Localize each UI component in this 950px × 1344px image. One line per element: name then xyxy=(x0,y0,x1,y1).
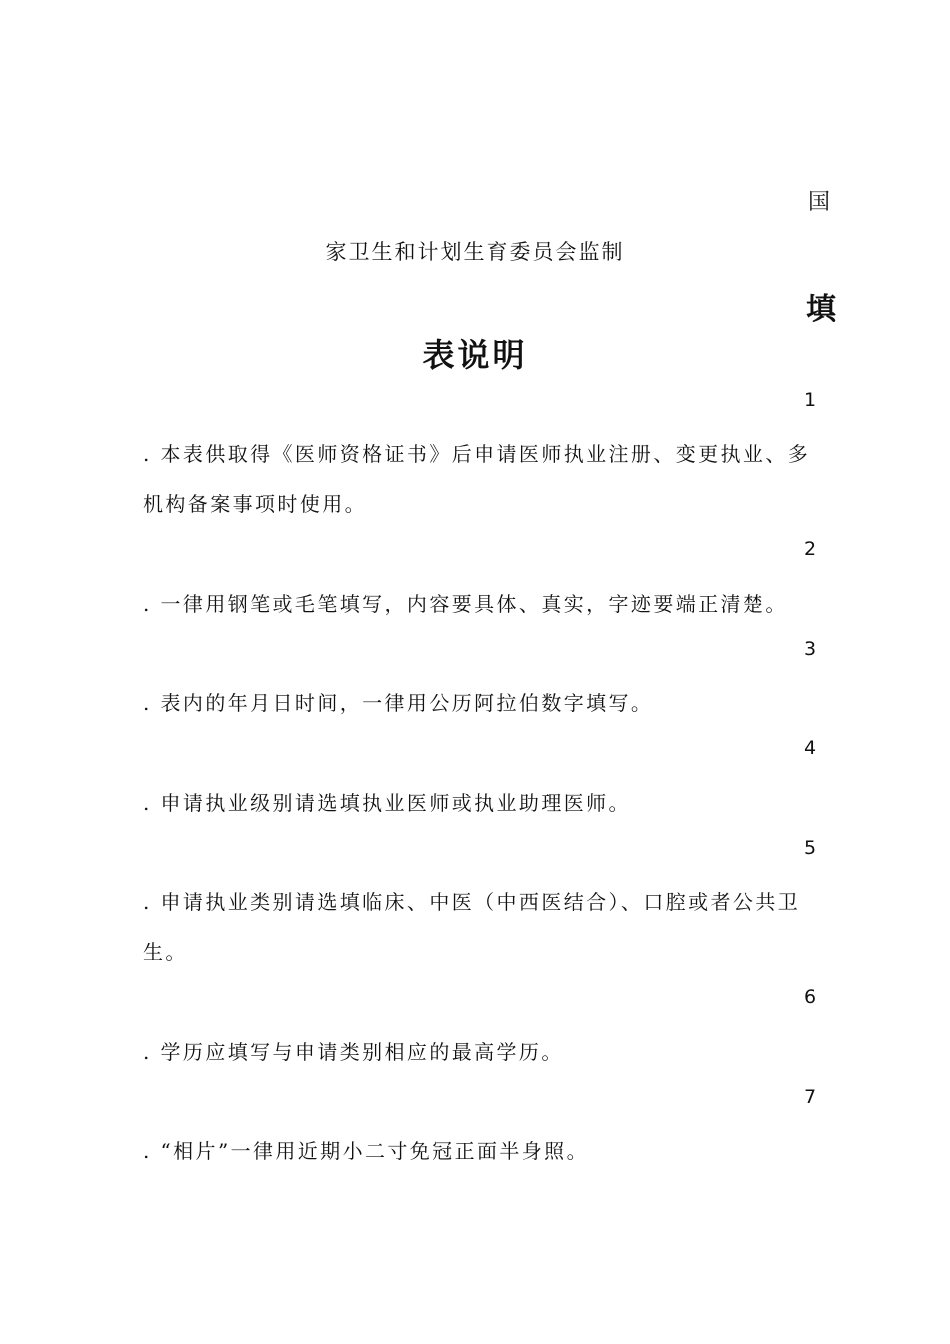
item-text-line: . 申请执业级别请选填执业医师或执业助理医师。 xyxy=(143,791,631,815)
item-number: 6 xyxy=(804,986,817,1008)
header-tian-char: 填 xyxy=(806,292,836,327)
item-text-line: . 表内的年月日时间，一律用公历阿拉伯数字填写。 xyxy=(143,691,654,715)
item-number: 3 xyxy=(804,638,817,660)
item-text-line: . 本表供取得《医师资格证书》后申请医师执业注册、变更执业、多 xyxy=(143,442,811,466)
item-text-line: 机构备案事项时使用。 xyxy=(143,492,367,516)
item-number: 4 xyxy=(804,737,817,759)
page-title: 表说明 xyxy=(422,336,528,374)
item-number: 2 xyxy=(804,538,817,560)
item-text-line: . “相片”一律用近期小二寸免冠正面半身照。 xyxy=(143,1139,589,1163)
issuer-line: 家卫生和计划生育委员会监制 xyxy=(325,240,625,264)
item-number: 1 xyxy=(804,389,817,411)
item-number: 7 xyxy=(804,1086,817,1108)
item-text-line: . 申请执业类别请选填临床、中医（中西医结合）、口腔或者公共卫 xyxy=(143,890,801,914)
item-text-line: 生。 xyxy=(143,940,188,964)
header-guo-char: 国 xyxy=(808,190,831,215)
item-number: 5 xyxy=(804,837,817,859)
item-text-line: . 一律用钢笔或毛笔填写，内容要具体、真实，字迹要端正清楚。 xyxy=(143,592,788,616)
item-text-line: . 学历应填写与申请类别相应的最高学历。 xyxy=(143,1040,564,1064)
